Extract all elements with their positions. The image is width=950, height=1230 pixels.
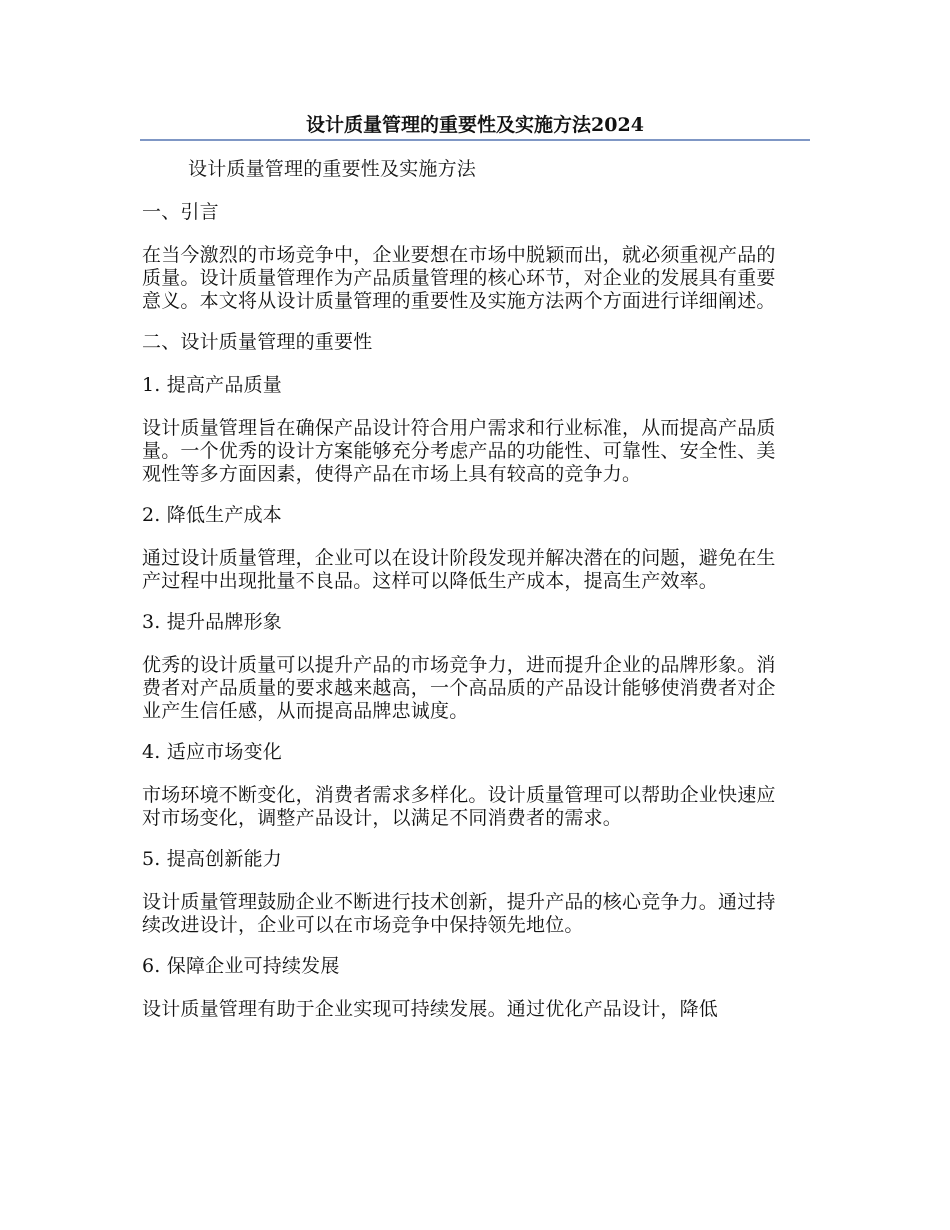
point-paragraph-5: 设计质量管理鼓励企业不断进行技术创新，提升产品的核心竞争力。通过持续改进设计，企业可以在市场竞争中保持领先地位。 [142,891,776,936]
title-divider [140,139,810,141]
point-paragraph-2: 通过设计质量管理，企业可以在设计阶段发现并解决潜在的问题，避免在生产过程中出现批量不良品。这样可以降低生产成本，提高生产效率。 [142,547,776,592]
document-body [142,158,794,1039]
section-heading: 二、设计质量管理的重要性 [142,331,373,353]
point-heading-5: 5. 提高创新能力 [142,848,282,870]
point-paragraph-1: 设计质量管理旨在确保产品设计符合用户需求和行业标准，从而提高产品质量。一个优秀的设计方案能够充分考虑产品的功能性、可靠性、安全性、美观性等多方面因素，使得产品在市场上具有较高的竞争力。 [142,417,776,485]
point-paragraph-6: 设计质量管理有助于企业实现可持续发展。通过优化产品设计，降低 [142,998,719,1020]
document-title: 设计质量管理的重要性及实施方法2024 [306,114,644,136]
document-subtitle: 设计质量管理的重要性及实施方法 [188,158,477,180]
intro-paragraph: 在当今激烈的市场竞争中，企业要想在市场中脱颖而出，就必须重视产品的质量。设计质量管理作为产品质量管理的核心环节，对企业的发展具有重要意义。本文将从设计质量管理的重要性及实施方法两个方面进行详细阐述。 [142,244,776,312]
point-heading-1: 1. 提高产品质量 [142,374,282,396]
point-heading-6: 6. 保障企业可持续发展 [142,955,340,977]
point-heading-3: 3. 提升品牌形象 [142,611,282,633]
point-heading-4: 4. 适应市场变化 [142,741,282,763]
intro-heading: 一、引言 [142,201,219,223]
point-paragraph-3: 优秀的设计质量可以提升产品的市场竞争力，进而提升企业的品牌形象。消费者对产品质量的要求越来越高，一个高品质的产品设计能够使消费者对企业产生信任感，从而提高品牌忠诚度。 [142,654,776,722]
point-paragraph-4: 市场环境不断变化，消费者需求多样化。设计质量管理可以帮助企业快速应对市场变化，调整产品设计，以满足不同消费者的需求。 [142,784,776,829]
point-heading-2: 2. 降低生产成本 [142,504,282,526]
